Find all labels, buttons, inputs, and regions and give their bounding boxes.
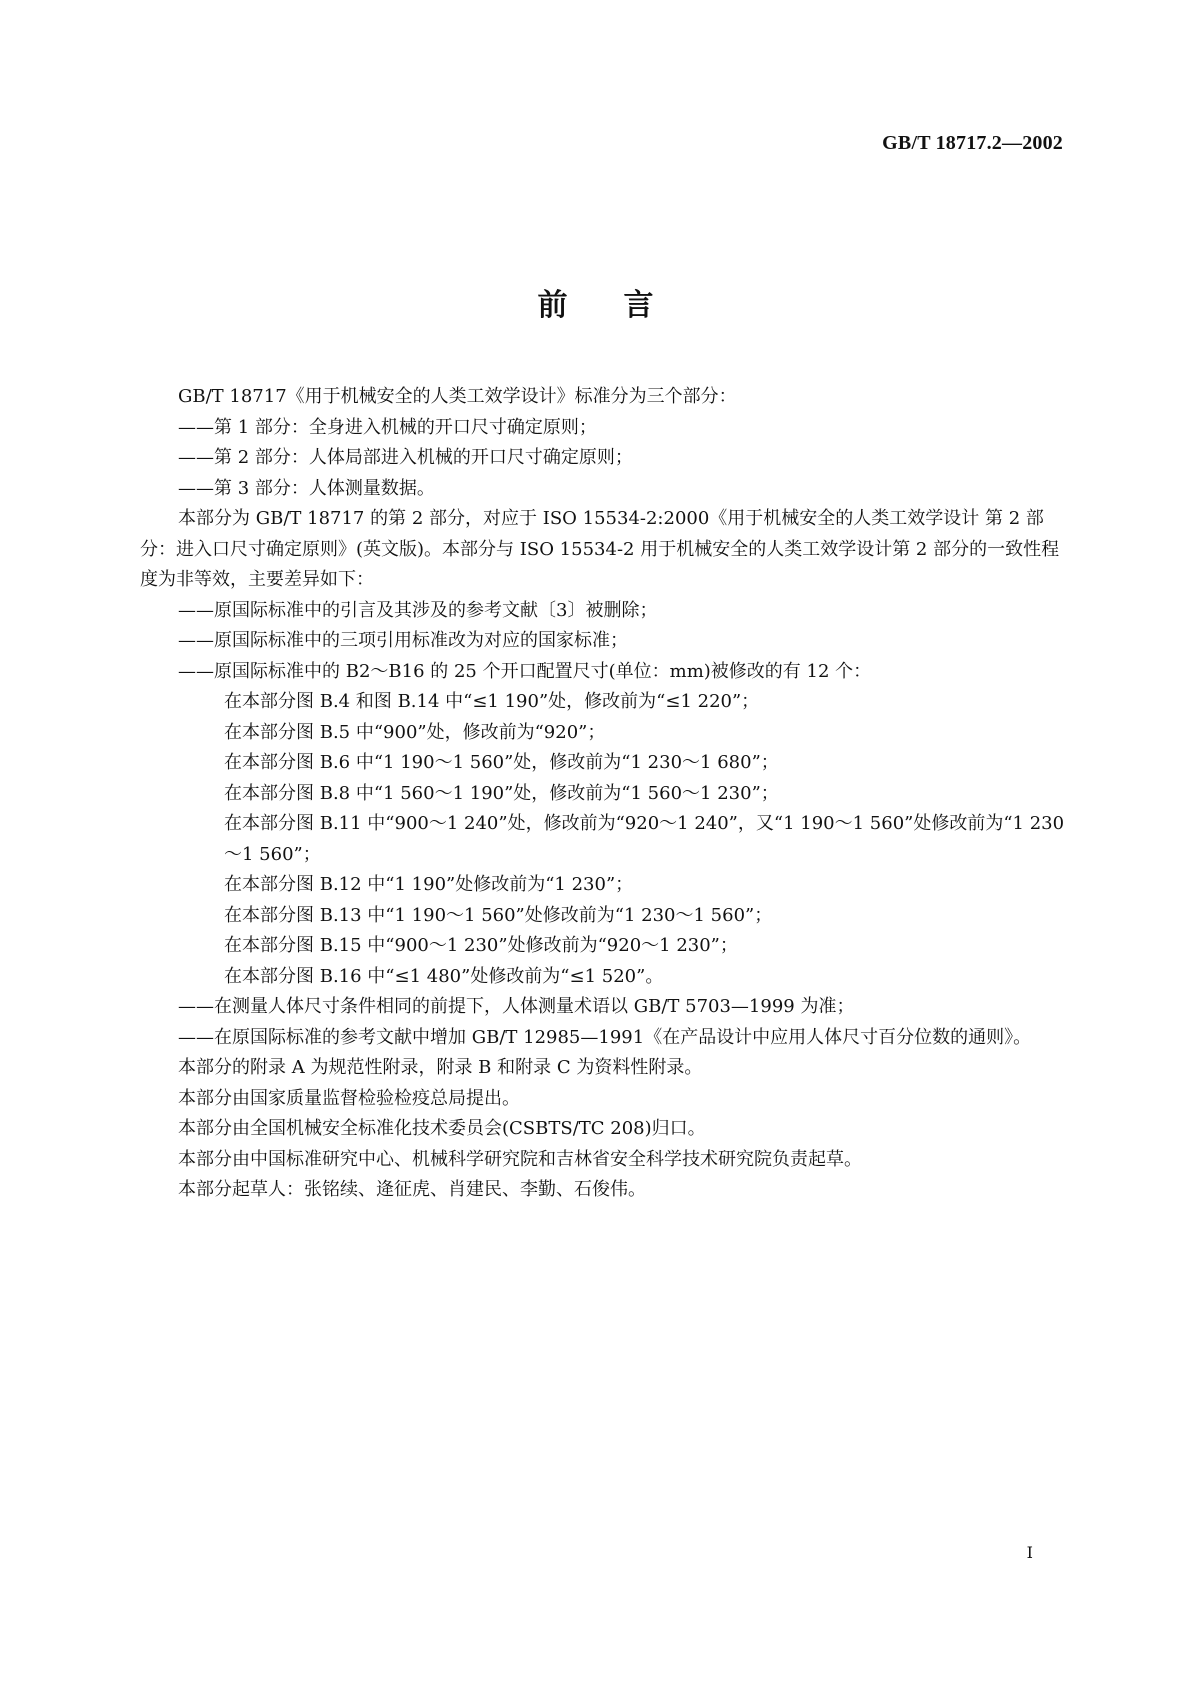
- list-item-part2: ——第 2 部分：人体局部进入机械的开口尺寸确定原则；: [178, 447, 633, 468]
- paragraph-correspondence: 本部分为 GB/T 18717 的第 2 部分，对应于 ISO 15534-2:2000《用于机械安全的人类工效学设计 第 2 部分：进入口尺寸确定原则》(英文版)。本部分与 ISO 15534-2 用于机械安全的人类工效学设计第 2 部分的一致性程度为非等效，主要差异如下：: [140, 508, 1060, 590]
- sub-item-b6: 在本部分图 B.6 中“1 190～1 560”处，修改前为“1 230～1 680”；: [224, 752, 779, 773]
- paragraph-intro: GB/T 18717《用于机械安全的人类工效学设计》标准分为三个部分：: [178, 386, 737, 407]
- standard-code: GB/T 18717.2—2002: [882, 132, 1063, 154]
- list-item-diff4: ——在测量人体尺寸条件相同的前提下，人体测量术语以 GB/T 5703—1999 为准；: [178, 996, 855, 1017]
- sub-item-b4: 在本部分图 B.4 和图 B.14 中“≤1 190”处，修改前为“≤1 220”；: [224, 691, 760, 712]
- paragraph-annexes: 本部分的附录 A 为规范性附录，附录 B 和附录 C 为资料性附录。: [178, 1057, 703, 1078]
- sub-item-b11: 在本部分图 B.11 中“900～1 240”处，修改前为“920～1 240”，又“1 190～1 560”处修改前为“1 230～1 560”；: [224, 813, 1065, 865]
- list-item-diff5: ——在原国际标准的参考文献中增加 GB/T 12985—1991《在产品设计中应用人体尺寸百分位数的通则》。: [178, 1026, 1032, 1048]
- sub-item-b15: 在本部分图 B.15 中“900～1 230”处修改前为“920～1 230”；: [224, 935, 738, 956]
- paragraph-centralized-by: 本部分由全国机械安全标准化技术委员会(CSBTS/TC 208)归口。: [178, 1118, 706, 1139]
- list-item-part3: ——第 3 部分：人体测量数据。: [178, 477, 435, 499]
- list-item-diff1: ——原国际标准中的引言及其涉及的参考文献〔3〕被删除；: [178, 599, 658, 621]
- page-title: 前言: [537, 288, 710, 323]
- sub-item-b12: 在本部分图 B.12 中“1 190”处修改前为“1 230”；: [224, 874, 634, 895]
- foreword-body: [140, 382, 1072, 1206]
- sub-item-b13: 在本部分图 B.13 中“1 190～1 560”处修改前为“1 230～1 560”；: [224, 904, 773, 926]
- paragraph-proposed-by: 本部分由国家质量监督检验检疫总局提出。: [178, 1087, 520, 1109]
- list-item-diff2: ——原国际标准中的三项引用标准改为对应的国家标准；: [178, 630, 628, 651]
- paragraph-drafters: 本部分起草人：张铭续、逄征虎、肖建民、李勤、石俊伟。: [178, 1179, 646, 1200]
- sub-item-b8: 在本部分图 B.8 中“1 560～1 190”处，修改前为“1 560～1 230”；: [224, 782, 779, 804]
- paragraph-drafted-by: 本部分由中国标准研究中心、机械科学研究院和吉林省安全科学技术研究院负责起草。: [178, 1148, 862, 1170]
- list-item-diff3: ——原国际标准中的 B2～B16 的 25 个开口配置尺寸(单位：mm)被修改的有 12 个：: [178, 660, 872, 682]
- sub-item-b16: 在本部分图 B.16 中“≤1 480”处修改前为“≤1 520”。: [224, 965, 664, 987]
- page-number: I: [1026, 1543, 1033, 1562]
- list-item-part1: ——第 1 部分：全身进入机械的开口尺寸确定原则；: [178, 416, 597, 438]
- sub-item-b5: 在本部分图 B.5 中“900”处，修改前为“920”；: [224, 721, 606, 743]
